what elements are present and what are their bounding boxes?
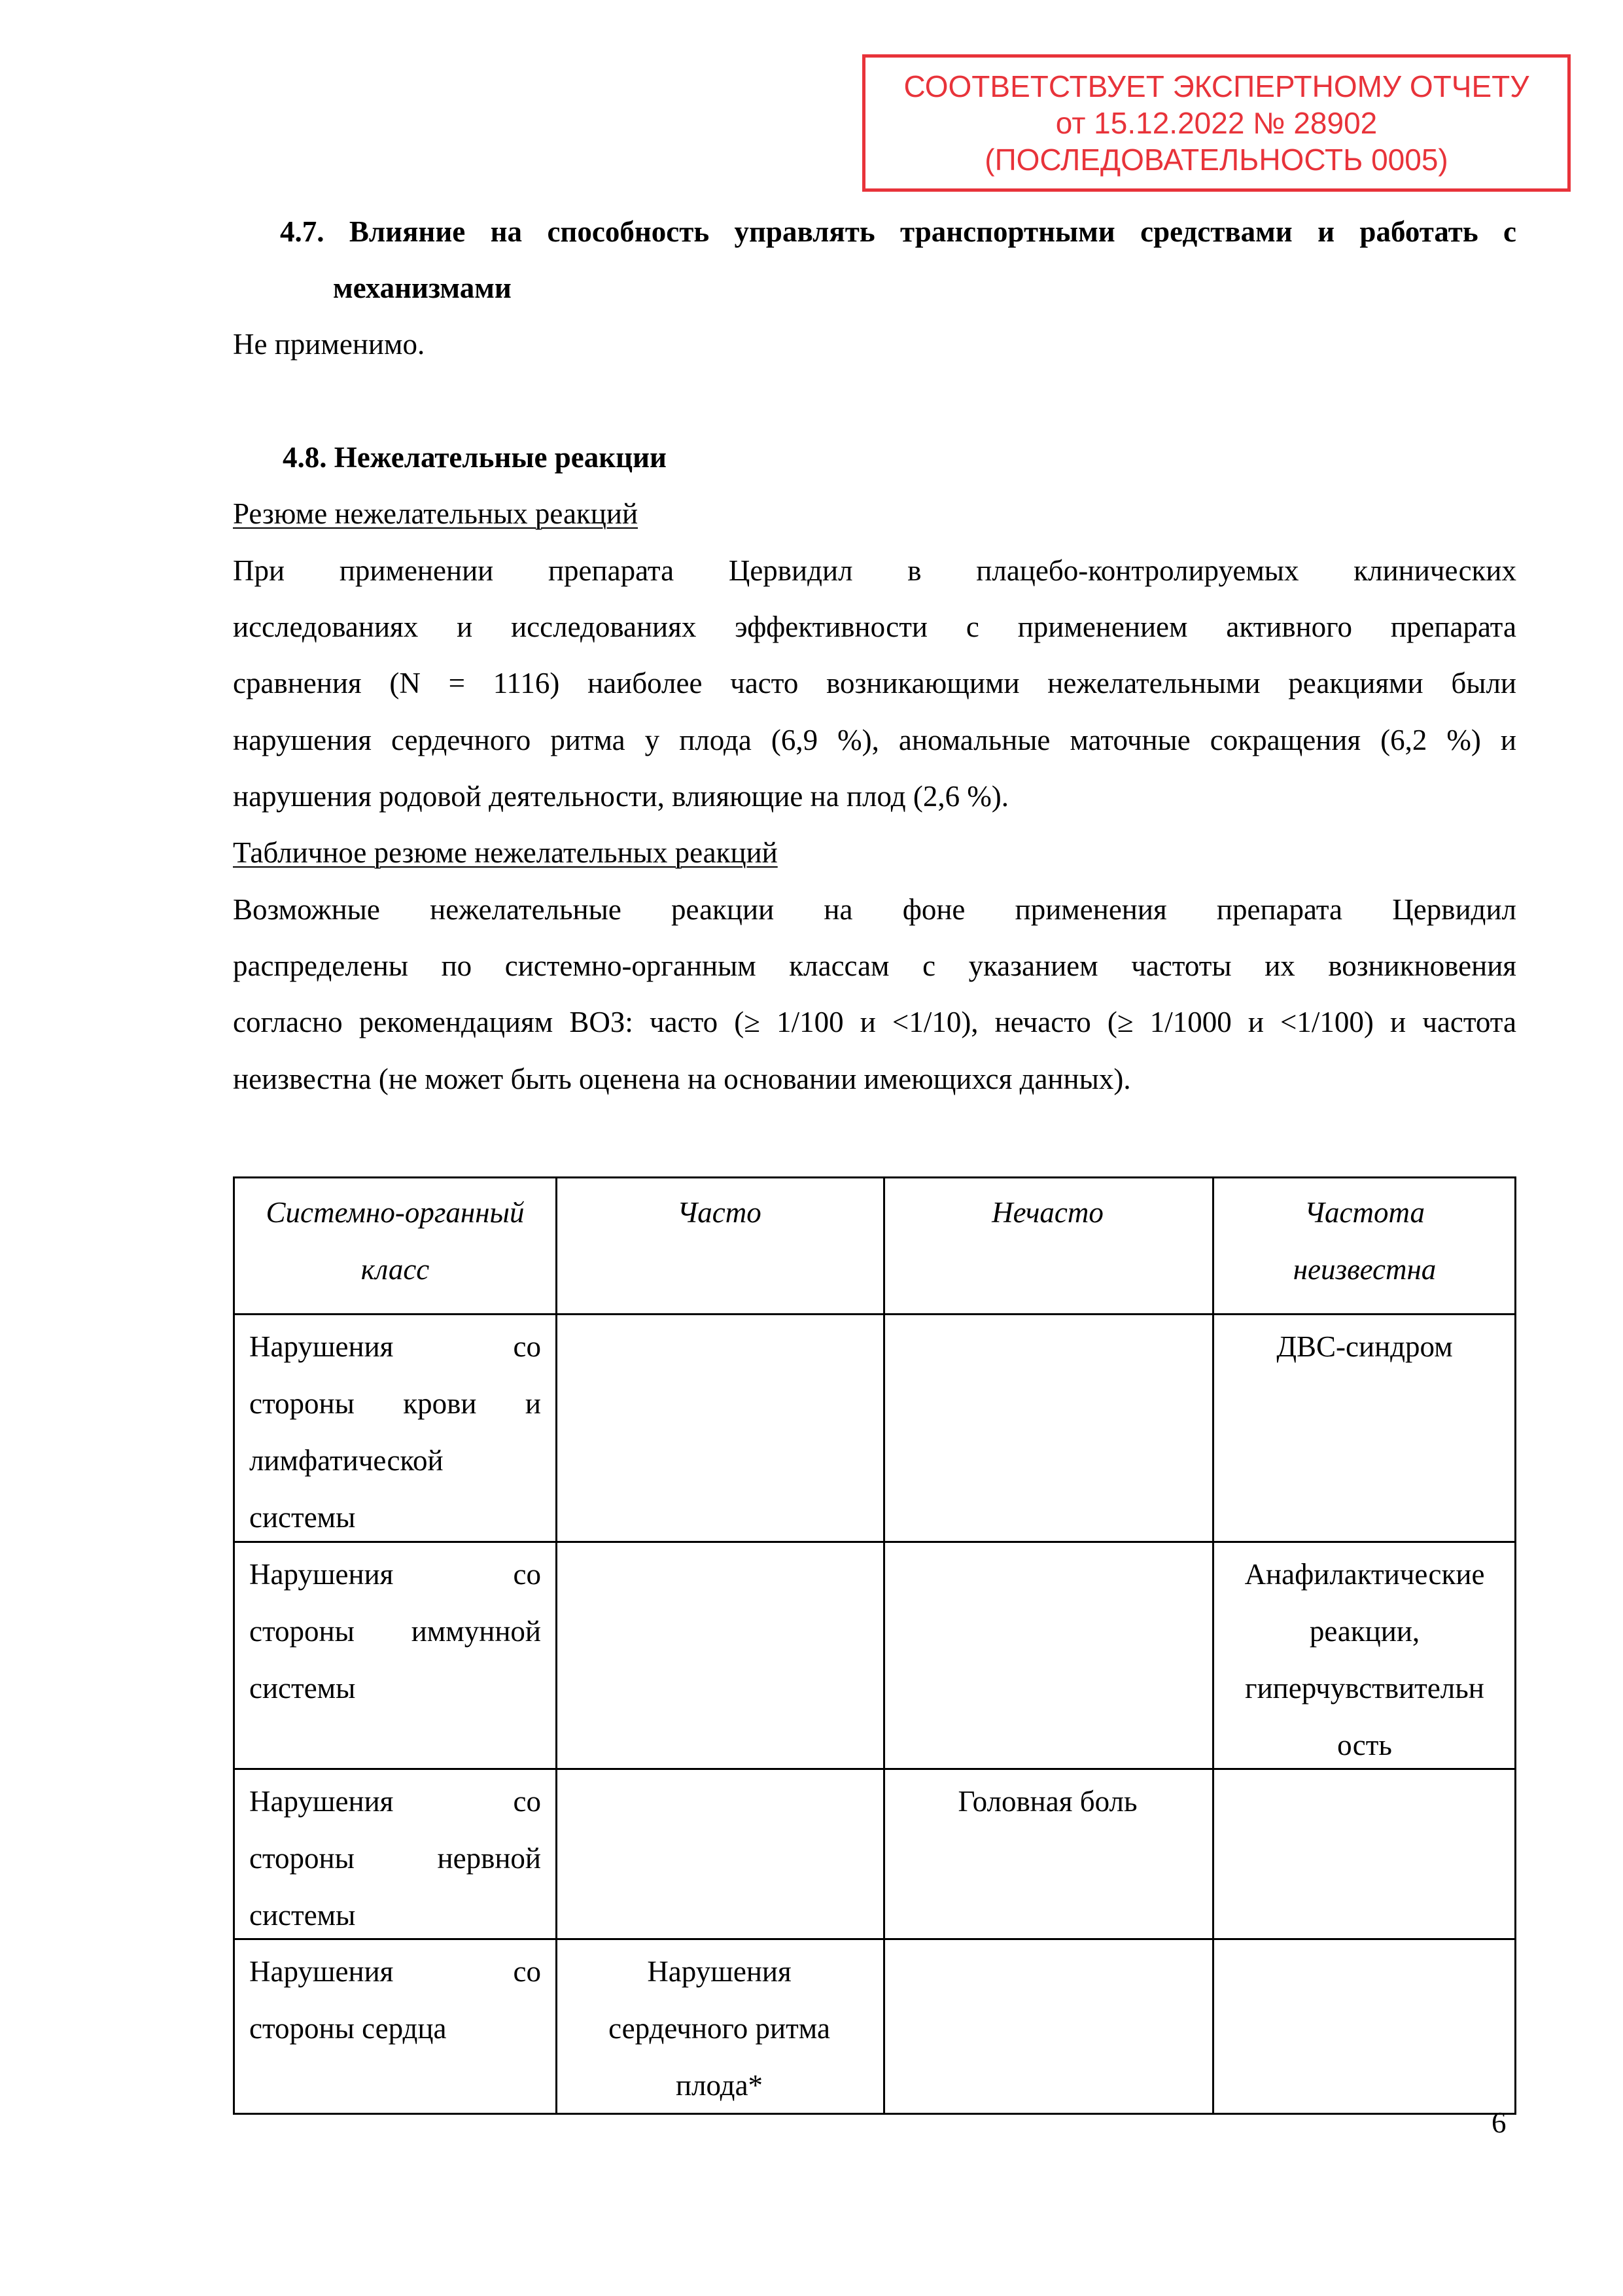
header-uncommon: Нечасто: [992, 1196, 1104, 1229]
stamp-line-2: от 15.12.2022 № 28902: [1055, 106, 1378, 140]
header-unknown: Частота неизвестна: [1293, 1196, 1437, 1286]
header-soc: Системно-органный класс: [266, 1196, 525, 1286]
table-row-3-soc: Нарушения со стороны нервной системы: [249, 1785, 541, 1932]
table-row-4-soc: Нарушения со стороны сердца: [249, 1955, 541, 2045]
subheading-table-summary: Табличное резюме нежелательных реакций: [233, 836, 778, 869]
table-row-3-uncommon: Головная боль: [958, 1785, 1138, 1818]
table-row-2-unknown: Анафилактические реакции, гиперчувствительн ость: [1244, 1558, 1485, 1761]
section-4-8-heading: 4.8. Нежелательные реакции: [283, 441, 667, 474]
para1-line: исследованиях и исследованиях эффективности с применением активного препарата: [233, 610, 1516, 643]
page-number: 6: [1492, 2106, 1507, 2139]
table-row-1-soc: Нарушения со стороны крови и лимфатической системы: [249, 1330, 541, 1534]
para2-line: согласно рекомендациям ВОЗ: часто (≥ 1/100 и <1/10), нечасто (≥ 1/1000 и <1/100) и частота: [233, 1006, 1516, 1038]
approval-stamp: [862, 54, 1571, 192]
para1-line: При применении препарата Цервидил в плацебо-контролируемых клинических: [233, 554, 1516, 587]
header-often: Часто: [677, 1196, 761, 1229]
section-4-7-heading: 4.7. Влияние на способность управлять транспортными средствами и работать с: [280, 215, 1516, 248]
para2-line: распределены по системно-органным классам с указанием частоты их возникновения: [233, 949, 1516, 982]
adverse-reactions-table: [233, 1176, 1516, 2115]
subheading-summary: Резюме нежелательных реакций: [233, 497, 638, 530]
table-row-1-unknown: ДВС-синдром: [1276, 1330, 1453, 1363]
stamp-line-1: СООТВЕТСТВУЕТ ЭКСПЕРТНОМУ ОТЧЕТУ: [903, 69, 1529, 103]
para2-line: неизвестна (не может быть оценена на основании имеющихся данных).: [233, 1063, 1131, 1095]
para1-line: сравнения (N = 1116) наиболее часто возникающими нежелательными реакциями были: [233, 667, 1516, 699]
stamp-line-3: (ПОСЛЕДОВАТЕЛЬНОСТЬ 0005): [985, 143, 1448, 177]
table-row-4-often: Нарушения сердечного ритма плода*: [608, 1955, 830, 2102]
para2-line: Возможные нежелательные реакции на фоне применения препарата Цервидил: [233, 893, 1516, 926]
para1-line: нарушения родовой деятельности, влияющие на плод (2,6 %).: [233, 780, 1009, 813]
section-4-7-text: Не применимо.: [233, 328, 425, 361]
section-4-7-heading-cont: механизмами: [333, 272, 512, 304]
table-row-2-soc: Нарушения со стороны иммунной системы: [249, 1558, 541, 1704]
para1-line: нарушения сердечного ритма у плода (6,9 %), аномальные маточные сокращения (6,2 %) и: [233, 724, 1516, 756]
